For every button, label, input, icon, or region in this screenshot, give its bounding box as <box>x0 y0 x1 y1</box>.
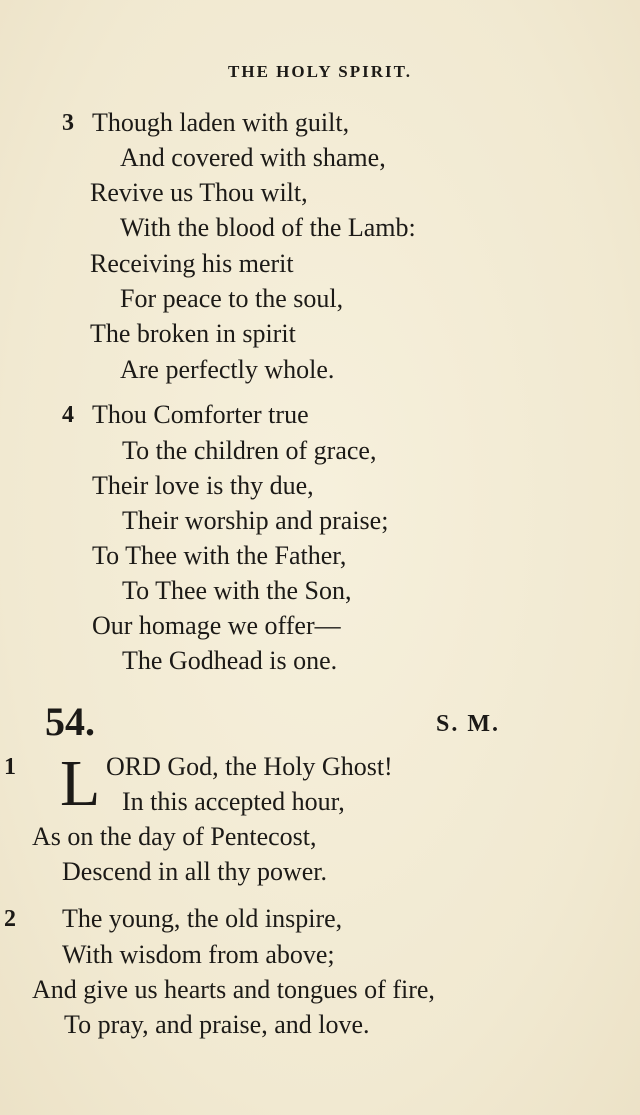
verse-line: To Thee with the Son, <box>122 576 352 605</box>
verse-line: Thou Comforter true <box>92 400 309 429</box>
verse-line: The young, the old inspire, <box>62 904 343 933</box>
verse-line: The Godhead is one. <box>122 646 338 675</box>
verse-line: To pray, and praise, and love. <box>64 1010 370 1039</box>
stanza-number: 4 <box>62 402 74 428</box>
hymn-meter: S. M. <box>436 711 500 737</box>
verse-line: To the children of grace, <box>122 436 377 465</box>
verse-line: With wisdom from above; <box>62 940 335 969</box>
drop-cap: L <box>60 747 101 820</box>
stanza-number: 3 <box>62 110 74 136</box>
verse-line: Their worship and praise; <box>122 506 389 535</box>
running-head: THE HOLY SPIRIT. <box>228 62 412 81</box>
verse-line: Our homage we offer— <box>92 611 341 640</box>
verse-line: And give us hearts and tongues of fire, <box>32 975 435 1004</box>
verse-line: Revive us Thou wilt, <box>90 178 308 207</box>
verse-line: The broken in spirit <box>90 319 296 348</box>
verse-line: Are perfectly whole. <box>120 355 335 384</box>
verse-line: And covered with shame, <box>120 143 386 172</box>
verse-line: Though laden with guilt, <box>92 108 350 137</box>
verse-line: As on the day of Pentecost, <box>32 822 317 851</box>
verse-line: Descend in all thy power. <box>62 857 327 886</box>
verse-line: In this accepted hour, <box>122 787 345 816</box>
verse-line: ORD God, the Holy Ghost! <box>106 752 393 781</box>
verse-line: For peace to the soul, <box>120 284 344 313</box>
verse-line: With the blood of the Lamb: <box>120 213 416 242</box>
hymn-number: 54. <box>45 699 95 744</box>
verse-line: To Thee with the Father, <box>92 541 347 570</box>
stanza-number: 2 <box>4 906 16 932</box>
verse-line: Receiving his merit <box>90 249 294 278</box>
stanza-number: 1 <box>4 754 16 780</box>
verse-line: Their love is thy due, <box>92 471 314 500</box>
